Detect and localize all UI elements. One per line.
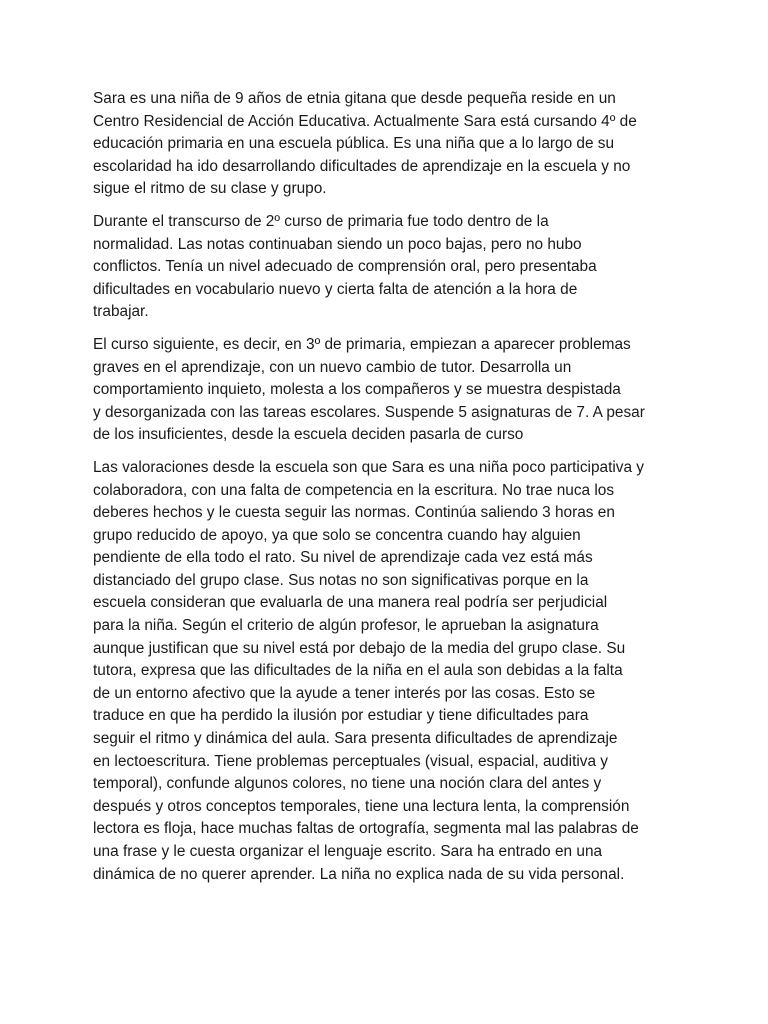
text-line: aunque justifican que su nivel está por debajo de la media del grupo clase. Su [93,639,626,657]
paragraph-4 [93,457,681,886]
text-line: dificultades en vocabulario nuevo y cierta falta de atención a la hora de [93,280,578,298]
text-line: Centro Residencial de Acción Educativa. Actualmente Sara está cursando 4º de [93,112,637,130]
text-line: Sara es una niña de 9 años de etnia gitana que desde pequeña reside en un [93,90,616,107]
text-line: El curso siguiente, es decir, en 3º de primaria, empiezan a aparecer problemas [93,335,631,353]
text-line: colaboradora, con una falta de competencia en la escritura. No trae nuca los [93,481,615,499]
text-line: de los insuficientes, desde la escuela deciden pasarla de curso [93,426,524,444]
text-line: lectora es floja, hace muchas faltas de ortografía, segmenta mal las palabras de [93,820,639,838]
text-line: graves en el aprendizaje, con un nuevo cambio de tutor. Desarrolla un [93,358,572,376]
text-line: grupo reducido de apoyo, ya que solo se concentra cuando hay alguien [93,526,581,544]
text-line: deberes hechos y le cuesta seguir las normas. Continúa saliendo 3 horas en [93,504,615,522]
text-line: distanciado del grupo clase. Sus notas no son significativas porque en la [93,571,589,589]
text-line: de un entorno afectivo que la ayude a tener interés por las cosas. Esto se [93,684,596,702]
text-line: educación primaria en una escuela pública. Es una niña que a lo largo de su [93,135,615,153]
text-line: después y otros conceptos temporales, tiene una lectura lenta, la comprensión [93,797,630,815]
paragraph-1 [93,88,681,201]
text-line: Durante el transcurso de 2º curso de primaria fue todo dentro de la [93,212,549,230]
document-page [93,88,681,896]
text-line: en lectoescritura. Tiene problemas perceptuales (visual, espacial, auditiva y [93,752,608,770]
text-line: escolaridad ha ido desarrollando dificultades de aprendizaje en la escuela y no [93,157,631,175]
text-line: escuela consideran que evaluarla de una manera real podría ser perjudicial [93,594,608,612]
text-line: temporal), confunde algunos colores, no tiene una noción clara del antes y [93,775,602,793]
text-line: comportamiento inquieto, molesta a los compañeros y se muestra despistada [93,381,621,399]
text-line: y desorganizada con las tareas escolares. Suspende 5 asignaturas de 7. A pesar [93,403,645,421]
text-line: traduce en que ha perdido la ilusión por estudiar y tiene dificultades para [93,707,589,725]
paragraph-3 [93,334,681,447]
paragraph-2 [93,211,681,324]
text-line: Las valoraciones desde la escuela son que Sara es una niña poco participativa y [93,458,644,476]
text-line: normalidad. Las notas continuaban siendo un poco bajas, pero no hubo [93,235,582,253]
text-line: dinámica de no querer aprender. La niña no explica nada de su vida personal. [93,865,625,883]
text-line: tutora, expresa que las dificultades de la niña en el aula son debidas a la falta [93,662,623,680]
text-line: para la niña. Según el criterio de algún profesor, le aprueban la asignatura [93,617,599,635]
text-line: sigue el ritmo de su clase y grupo. [93,180,327,198]
text-line: pendiente de ella todo el rato. Su nivel de aprendizaje cada vez está más [93,549,593,567]
text-line: conflictos. Tenía un nivel adecuado de comprensión oral, pero presentaba [93,258,597,276]
text-line: seguir el ritmo y dinámica del aula. Sara presenta dificultades de aprendizaje [93,730,618,748]
text-line: una frase y le cuesta organizar el lenguaje escrito. Sara ha entrado en una [93,843,603,860]
text-line: trabajar. [93,303,149,321]
